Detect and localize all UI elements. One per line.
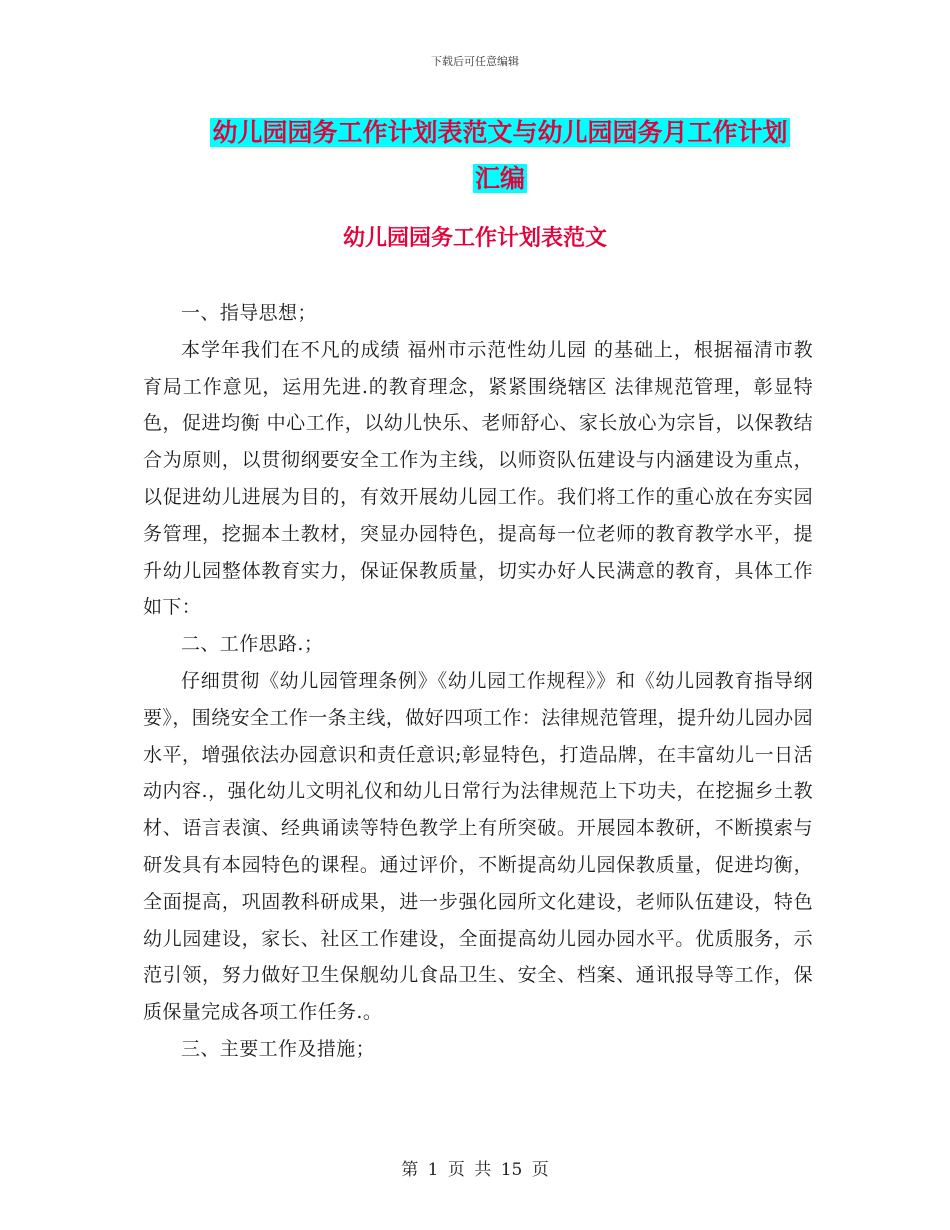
document-title-line-2: 汇编: [474, 164, 525, 193]
paragraph-work-approach: 仔细贯彻《幼儿园管理条例》《幼儿园工作规程》》和《幼儿园教育指导纲要》，围绕安全工作一条主线，做好四项工作：法律规范管理，提升幼儿园办园水平，增强依法办园意识和责任意识;彰显特色，打造品牌，在丰富幼儿一日活动内容.，强化幼儿文明礼仪和幼儿日常行为法律规范上下功夫，在挖掘乡土教材、语言表演、经典诵读等特色教学上有所突破。开展园本教研，不断摸索与研发具有本园特色的课程。通过评价，不断提高幼儿园保教质量，促进均衡，全面提高，巩固教科研成果，进一步强化园所文化建设，老师队伍建设，特色幼儿园建设，家长、社区工作建设，全面提高幼儿园办园水平。优质服务，示范引领，努力做好卫生保舰幼儿食品卫生、安全、档案、通讯报导等工作，保质保量完成各项工作任务.。: [143, 669, 813, 1024]
document-body: [143, 295, 813, 1068]
document-title-line-1: 幼儿园园务工作计划表范文与幼儿园园务月工作计划: [212, 118, 788, 147]
paragraph-guiding-thought: 本学年我们在不凡的成绩 福州市示范性幼儿园 的基础上，根据福清市教育局工作意见，运用先进.的教育理念，紧紧围绕辖区 法律规范管理，彰显特色，促进均衡 中心工作，以幼儿快乐、老师舒心、家长放心为宗旨，以保教结合为原则，以贯彻纲要安全工作为主线，以师资队伍建设与内涵建设为重点，以促进幼儿进展为目的，有效开展幼儿园工作。我们将工作的重心放在夯实园务管理，挖掘本土教材，突显办园特色，提高每一位老师的教育教学水平，提升幼儿园整体教育实力，保证保教质量，切实办好人民满意的教育，具体工作如下：: [143, 338, 813, 619]
document-title: [100, 110, 900, 202]
heading-main-work: 三、主要工作及措施；: [181, 1037, 376, 1060]
heading-guiding-thought: 一、指导思想；: [181, 302, 317, 324]
heading-work-approach: 二、工作思路.；: [181, 633, 324, 656]
section-title: 幼儿园园务工作计划表范文: [342, 226, 607, 251]
page-footer: 第 1 页 共 15 页: [401, 1160, 549, 1180]
header-note: 下载后可任意编辑: [431, 55, 519, 68]
